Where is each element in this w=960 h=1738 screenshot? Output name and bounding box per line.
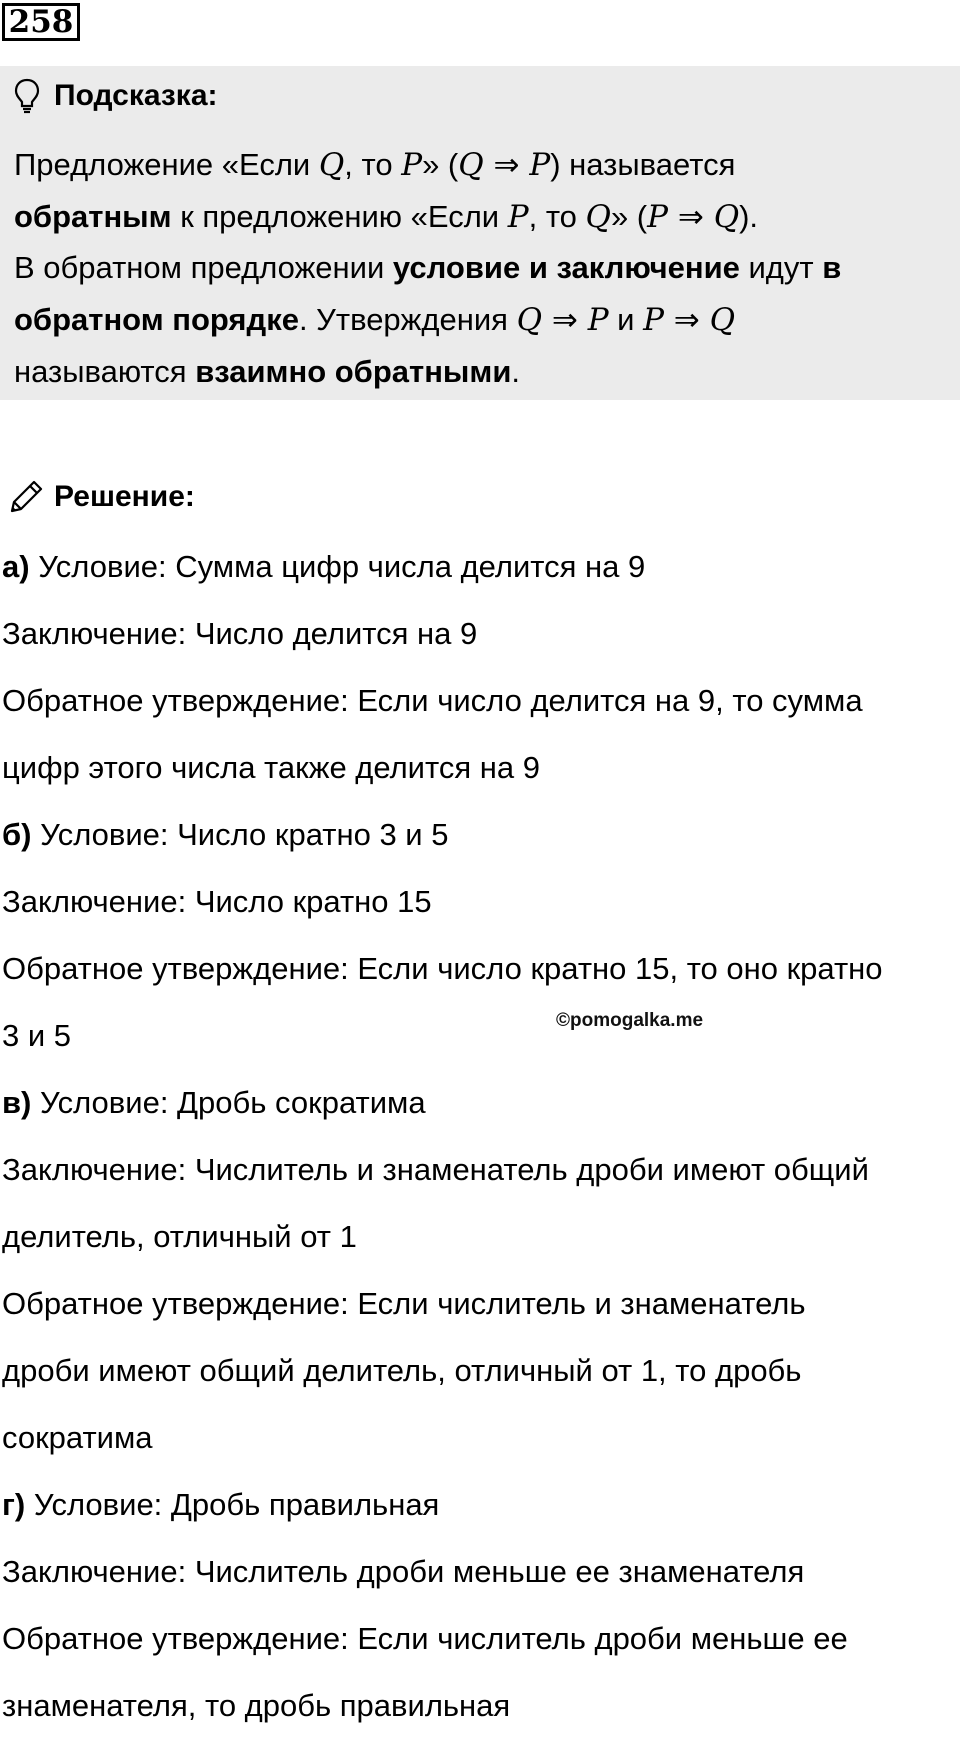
- hint-title-label: Подсказка:: [54, 79, 218, 112]
- math-var: Q: [458, 147, 484, 183]
- item-label: б): [2, 817, 32, 852]
- line-text: дроби имеют общий делитель, отличный от 1, то дробь: [2, 1353, 802, 1388]
- solution-line: [2, 748, 540, 788]
- line-text: Заключение: Число делится на 9: [2, 616, 478, 651]
- math-var: P: [529, 147, 551, 183]
- solution-line: [2, 949, 883, 989]
- pencil-icon: [6, 477, 46, 517]
- line-text: Условие: Число кратно 3 и 5: [31, 817, 449, 852]
- solution-line: [2, 1284, 806, 1324]
- solution-line: [2, 882, 432, 922]
- line-text: Условие: Дробь правильная: [25, 1487, 440, 1522]
- implies-symbol: ⇒: [663, 302, 710, 338]
- line-text: Условие: Сумма цифр числа делится на 9: [29, 549, 646, 584]
- hint-text: ).: [739, 199, 759, 234]
- solution-line: [2, 1418, 153, 1458]
- solution-line: [2, 1485, 439, 1525]
- hint-text: идут: [739, 250, 823, 285]
- math-var: P: [587, 302, 609, 338]
- hint-text: , то: [344, 147, 402, 182]
- item-label: г): [2, 1487, 26, 1522]
- hint-text: . Утверждения: [298, 302, 517, 337]
- line-text: Заключение: Числитель дроби меньше ее знаменателя: [2, 1554, 805, 1589]
- hint-text: и: [608, 302, 644, 337]
- solution-line: [2, 1552, 804, 1592]
- hint-text: В обратном предложении: [14, 250, 393, 285]
- hint-line-3: [14, 248, 841, 288]
- hint-line-1: [14, 145, 735, 185]
- math-var: Q: [516, 302, 542, 338]
- hint-title: [14, 74, 218, 118]
- line-text: Обратное утверждение: Если число кратно 15, то оно кратно: [2, 951, 883, 986]
- implies-symbol: ⇒: [542, 302, 588, 338]
- hint-text: ) называется: [550, 147, 736, 182]
- math-var: Q: [585, 199, 611, 235]
- solution-title-label: Решение:: [54, 480, 195, 513]
- line-text: Обратное утверждение: Если числитель дроби меньше ее: [2, 1621, 848, 1656]
- hint-bold: в: [822, 250, 842, 285]
- line-text: цифр этого числа также делится на 9: [2, 750, 540, 785]
- hint-text: , то: [528, 199, 586, 234]
- solution-line: [2, 1016, 71, 1056]
- lightbulb-icon: [14, 78, 40, 114]
- math-var: P: [647, 199, 668, 235]
- solution-line: [2, 614, 477, 654]
- hint-line-2: [14, 197, 758, 237]
- line-text: Заключение: Числитель и знаменатель дроби имеют общий: [2, 1152, 869, 1187]
- implies-symbol: ⇒: [668, 199, 714, 235]
- line-text: сократима: [2, 1420, 153, 1455]
- line-text: Обратное утверждение: Если числитель и знаменатель: [2, 1286, 806, 1321]
- watermark: ©pomogalka.me: [556, 1010, 704, 1031]
- hint-text: называются: [14, 354, 196, 389]
- hint-text: » (: [422, 147, 459, 182]
- item-label: а): [2, 549, 30, 584]
- line-text: делитель, отличный от 1: [2, 1219, 357, 1254]
- math-var: Q: [318, 147, 345, 183]
- hint-text: Предложение «Если: [14, 147, 319, 182]
- hint-text: » (: [610, 199, 648, 234]
- line-text: знаменателя, то дробь правильная: [2, 1688, 511, 1723]
- math-var: Q: [709, 302, 736, 338]
- hint-bold: взаимно обратными: [195, 354, 512, 389]
- solution-line: [2, 547, 645, 587]
- item-label: в): [2, 1085, 32, 1120]
- hint-line-4: [14, 300, 735, 340]
- math-var: P: [401, 147, 423, 183]
- hint-bold: условие и заключение: [392, 250, 740, 285]
- math-var: P: [643, 302, 664, 338]
- line-text: Условие: Дробь сократима: [31, 1085, 426, 1120]
- hint-text: к предложению «Если: [171, 199, 508, 234]
- hint-bold: обратным: [14, 199, 172, 234]
- solution-line: [2, 1619, 848, 1659]
- math-var: P: [507, 199, 529, 235]
- line-text: Заключение: Число кратно 15: [2, 884, 432, 919]
- hint-bold: обратном порядке: [14, 302, 299, 337]
- solution-line: [2, 1150, 869, 1190]
- solution-line: [2, 1686, 510, 1726]
- hint-text: .: [511, 354, 521, 389]
- solution-title: [6, 474, 195, 520]
- solution-line: [2, 1217, 357, 1257]
- solution-line: [2, 1351, 801, 1391]
- solution-line: [2, 815, 448, 855]
- solution-line: [2, 681, 863, 721]
- math-var: Q: [713, 199, 740, 235]
- hint-line-5: [14, 352, 520, 392]
- line-text: 3 и 5: [2, 1018, 72, 1053]
- line-text: Обратное утверждение: Если число делится на 9, то сумма: [2, 683, 863, 718]
- solution-line: [2, 1083, 426, 1123]
- implies-symbol: ⇒: [483, 147, 530, 183]
- problem-number: 258: [2, 3, 80, 41]
